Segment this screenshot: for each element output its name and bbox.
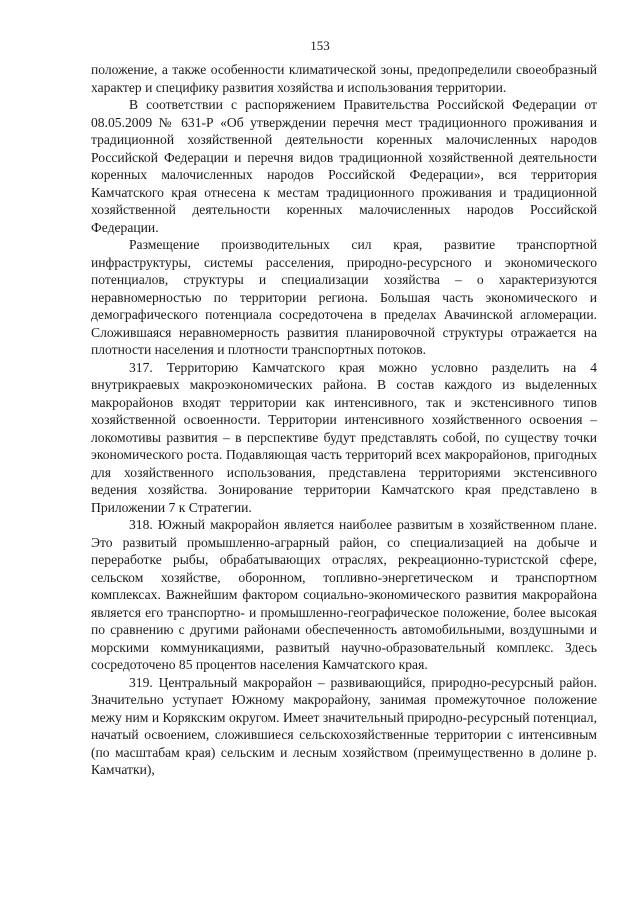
paragraph-317: 317. Территорию Камчатского края можно условно разделить на 4 внутрикраевых макроэкономических района. В состав каждого из выделенных макрорайонов входят территории как интенсивного, так и экстенсивного типов хозяйственной освоенности. Территории интенсивного хозяйственного освоения – локомотивы развития – в перспективе будут представлять собой, по существу точки экономического роста. Подавляющая часть территорий всех макрорайонов, пригодных для хозяйственного использования, представлена территориями экстенсивного ведения хозяйства. Зонирование территории Камчатского края представлено в Приложении 7 к Стратегии. (91, 359, 597, 515)
paragraph-government-decree: В соответствии с распоряжением Правительства Российской Федерации от 08.05.2009 № 631-Р «Об утверждении перечня мест традиционного проживания и традиционной хозяйственной деятельности коренных малочисленных народов Российской Федерации и перечня видов традиционной хозяйственной деятельности коренных малочисленных народов Российской Федерации», вся территория Камчатского края отнесена к местам традиционного проживания и традиционной хозяйственной деятельности коренных малочисленных народов Российской Федерации. (91, 97, 597, 235)
paragraph-intro-continuation: положение, а также особенности климатической зоны, предопределили своеобразный характер и специфику развития хозяйства и использования территории. (91, 62, 597, 95)
paragraph-319: 319. Центральный макрорайон – развивающийся, природно-ресурсный район. Значительно уступает Южному макрорайону, занимая промежуточное положение межу ним и Корякским округом. Имеет значительный природно-ресурсный потенциал, начатый освоением, сложившиеся сельскохозяйственные территории с интенсивным (по масштабам края) сельским и лесным хозяйством (преимущественно в долине р. Камчатки), (91, 674, 597, 777)
page-body (91, 61, 597, 779)
paragraph-productive-forces: Размещение производительных сил края, развитие транспортной инфраструктуры, системы расселения, природно-ресурсного и экономического потенциалов, структуры и специализации хозяйства – о характеризуются неравномерностью по территории региона. Большая часть экономического и демографического потенциала сосредоточена в пределах Авачинской агломерации. Сложившаяся неравномерность развития планировочной структуры отражается на плотности населения и плотности транспортных потоков. (91, 237, 597, 357)
paragraph-318: 318. Южный макрорайон является наиболее развитым в хозяйственном плане. Это развитый промышленно-аграрный район, со специализацией на добыче и переработке рыбы, обрабатывающих отраслях, рекреационно-туристской сфере, сельском хозяйстве, оборонном, топливно-энергетическом и транспортном комплексах. Важнейшим фактором социально-экономического развития макрорайона является его транспортно- и промышленно-географическое положение, более высокая по сравнению с другими районами обеспеченность автомобильными, воздушными и морскими коммуникациями, развитый научно-образовательный комплекс. Здесь сосредоточено 85 процентов населения Камчатского края. (91, 517, 597, 672)
page-number: 153 (310, 38, 330, 53)
